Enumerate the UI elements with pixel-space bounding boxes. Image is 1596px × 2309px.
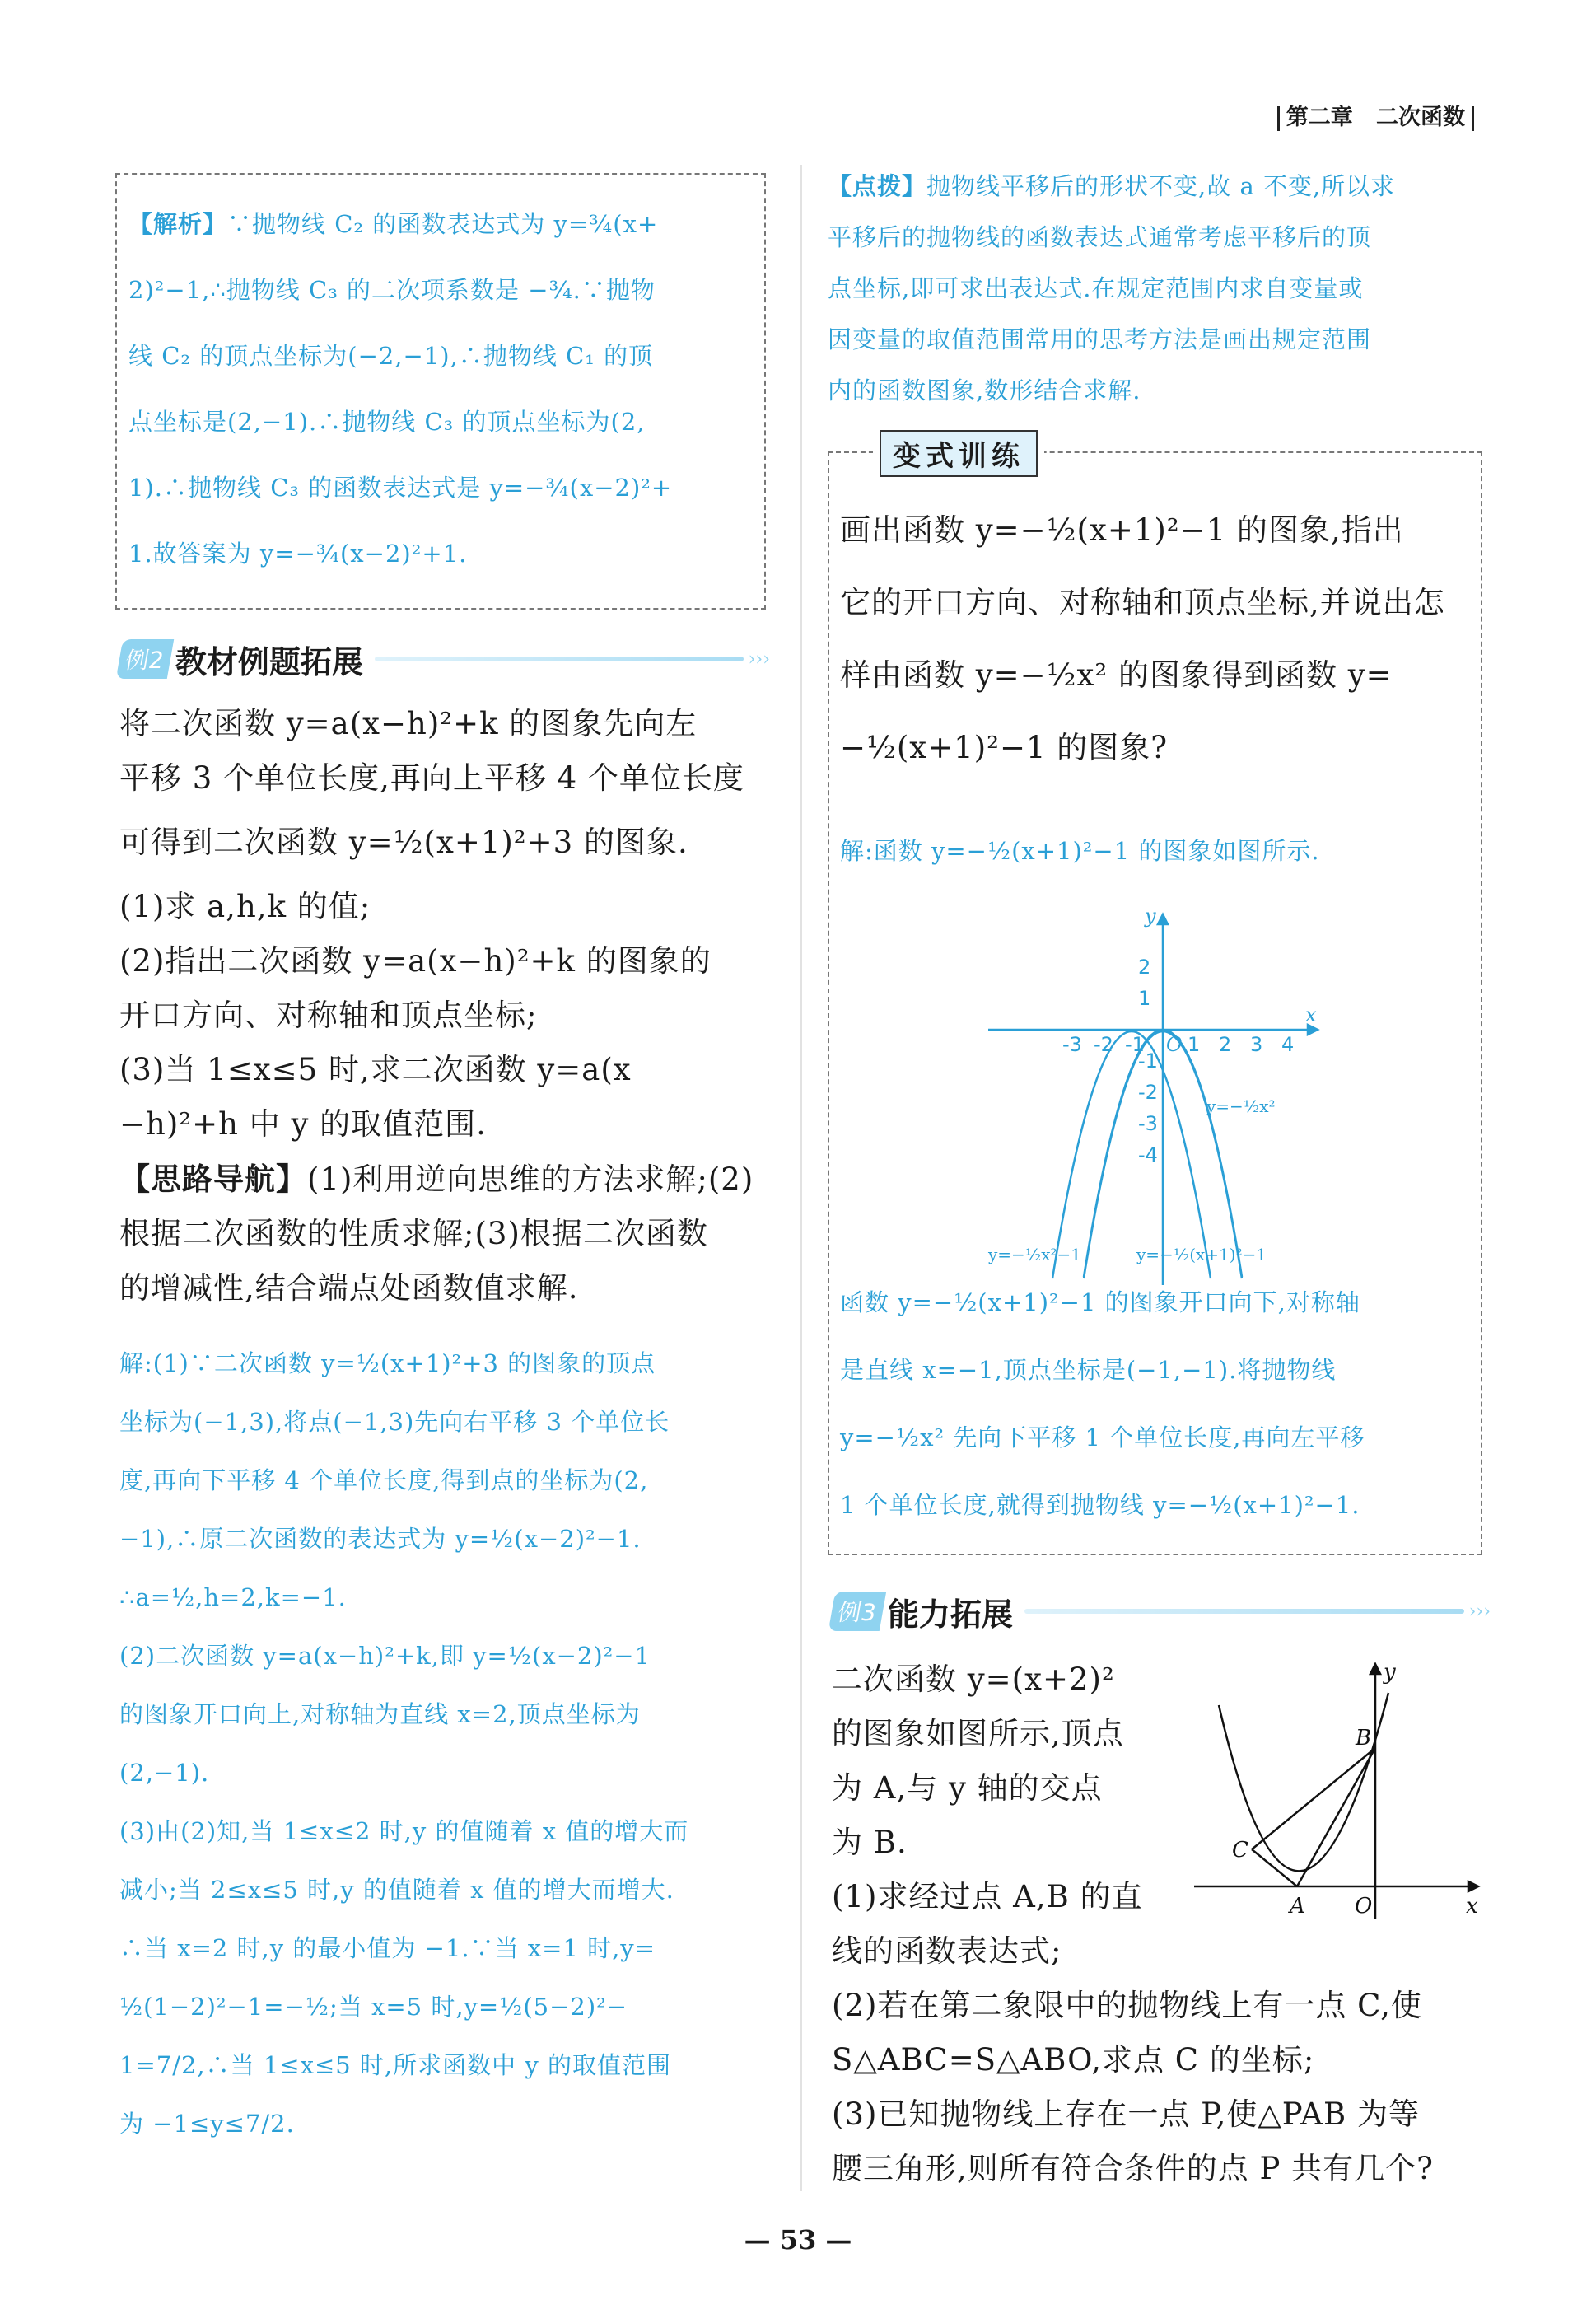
solution-line: 度,再向下平移 4 个单位长度,得到点的坐标为(2, <box>119 1466 649 1494</box>
point-C-label: C <box>1232 1838 1248 1863</box>
line-CB <box>1252 1748 1375 1849</box>
practice-line: −½(x+1)²−1 的图象? <box>840 730 1169 765</box>
example3-tag: 例3 <box>828 1592 886 1631</box>
practice-solution-line: 函数 y=−½(x+1)²−1 的图象开口向下,对称轴 <box>840 1288 1360 1316</box>
x-tick-label: 3 <box>1250 1033 1263 1056</box>
solution-line: 为 −1≤y≤7/2. <box>119 2110 295 2138</box>
x-tick-label: 1 <box>1188 1033 1201 1056</box>
solution-line: 减小;当 2≤x≤5 时,y 的值随着 x 值的增大而增大. <box>119 1876 674 1904</box>
tick-labels <box>1062 956 1294 1166</box>
example3-figure <box>1194 1656 1491 1928</box>
x-label: x <box>1466 1894 1478 1919</box>
practice-line: 画出函数 y=−½(x+1)²−1 的图象,指出 <box>840 512 1404 548</box>
analysis-line: 1.故答案为 y=−¾(x−2)²+1. <box>128 540 468 568</box>
analysis-line: ∵抛物线 C₂ 的函数表达式为 y=¾(x+ <box>227 210 659 238</box>
solution-line: 解:(1)∵二次函数 y=½(x+1)²+3 的图象的顶点 <box>119 1349 656 1377</box>
divider <box>375 657 744 661</box>
x-tick-label: 4 <box>1281 1033 1295 1056</box>
problem-line: (3)当 1≤x≤5 时,求二次函数 y=a(x <box>119 1052 632 1087</box>
practice-line: 样由函数 y=−½x² 的图象得到函数 y= <box>840 657 1393 693</box>
y-axis-arrow <box>1158 914 1168 924</box>
hint-line: 根据二次函数的性质求解;(3)根据二次函数 <box>119 1216 708 1251</box>
tip-line: 内的函数图象,数形结合求解. <box>828 376 1141 404</box>
analysis-line: 线 C₂ 的顶点坐标为(−2,−1),∴抛物线 C₁ 的顶 <box>128 342 654 370</box>
practice-solution-line: 是直线 x=−1,顶点坐标是(−1,−1).将抛物线 <box>840 1356 1337 1384</box>
problem-line: (1)求 a,h,k 的值; <box>119 889 371 924</box>
example2-title: 教材例题拓展 <box>175 643 363 680</box>
y-tick-label: -1 <box>1138 1049 1158 1073</box>
origin-label: O <box>1355 1894 1373 1919</box>
tip-section <box>828 161 1486 416</box>
y-label: y <box>1384 1660 1396 1685</box>
practice-graph <box>972 898 1334 1285</box>
solution-line: 的图象开口向上,对称轴为直线 x=2,顶点坐标为 <box>119 1700 641 1728</box>
tip-line: 因变量的取值范围常用的思考方法是画出规定范围 <box>828 325 1372 353</box>
analysis-label: 【解析】 <box>128 210 228 238</box>
ex3-line: S△ABC=S△ABO,求点 C 的坐标; <box>832 2042 1315 2078</box>
arrow-dots-icon: ››› <box>1468 1601 1491 1622</box>
analysis-line: 2)²−1,∴抛物线 C₃ 的二次项系数是 −¾.∵抛物 <box>128 276 656 304</box>
divider <box>1472 106 1474 131</box>
y-tick-label: 1 <box>1138 987 1151 1010</box>
solution-line: (3)由(2)知,当 1≤x≤2 时,y 的值随着 x 值的增大而 <box>119 1817 689 1845</box>
divider <box>1277 106 1280 131</box>
x-axis-label: x <box>1305 1003 1317 1026</box>
tip-line: 抛物线平移后的形状不变,故 a 不变,所以求 <box>926 172 1396 200</box>
ex3-line: 腰三角形,则所有符合条件的点 P 共有几个? <box>832 2151 1435 2186</box>
solution-line: ∴当 x=2 时,y 的最小值为 −1.∵当 x=1 时,y= <box>119 1934 656 1962</box>
practice-title-wrap <box>873 430 1044 477</box>
example3-header <box>832 1588 1491 1634</box>
chapter-label: 第二章 <box>1286 105 1353 130</box>
problem-line: −h)²+h 中 y 的取值范围. <box>119 1106 487 1142</box>
practice-solution-intro: 解:函数 y=−½(x+1)²−1 的图象如图所示. <box>840 837 1320 865</box>
page-number: — 53 — <box>744 2224 852 2255</box>
y-tick-label: -2 <box>1138 1081 1158 1104</box>
ex3-line: (2)若在第二象限中的抛物线上有一点 C,使 <box>832 1988 1422 2023</box>
example2-solution <box>119 1334 778 2153</box>
problem-line: 平移 3 个单位长度,再向上平移 4 个单位长度 <box>119 760 744 796</box>
y-tick-label: -3 <box>1138 1112 1158 1135</box>
example3-title: 能力拓展 <box>887 1596 1013 1633</box>
x-tick-label: -2 <box>1094 1033 1113 1056</box>
x-tick-label: -3 <box>1062 1033 1082 1056</box>
tip-line: 平移后的抛物线的函数表达式通常考虑平移后的顶 <box>828 223 1372 251</box>
practice-solution <box>840 1269 1474 1539</box>
tip-label: 【点拨】 <box>828 172 927 200</box>
problem-line: (2)指出二次函数 y=a(x−h)²+k 的图象的 <box>119 943 712 979</box>
curve-label-c: y=−½(x+1)²−1 <box>1136 1245 1267 1264</box>
y-axis-label: y <box>1145 904 1156 928</box>
practice-title: 变式训练 <box>880 430 1038 477</box>
example2-problem <box>119 697 778 1316</box>
example3-problem-bottom <box>832 1979 1491 2196</box>
origin-label: O <box>1166 1033 1183 1056</box>
ex3-line: 线的函数表达式; <box>832 1933 1062 1969</box>
practice-line: 它的开口方向、对称轴和顶点坐标,并说出怎 <box>840 585 1445 620</box>
solution-line: (2,−1). <box>119 1759 210 1787</box>
ex3-line: (3)已知抛物线上存在一点 P,使△PAB 为等 <box>832 2096 1420 2132</box>
hint-label: 【思路导航】 <box>119 1161 307 1197</box>
tip-line: 点坐标,即可求出表达式.在规定范围内求自变量或 <box>828 274 1364 302</box>
problem-line: 将二次函数 y=a(x−h)²+k 的图象先向左 <box>119 706 698 741</box>
analysis-line: 点坐标是(2,−1).∴抛物线 C₃ 的顶点坐标为(2, <box>128 408 646 436</box>
example2-tag: 例2 <box>116 639 174 679</box>
line-CA <box>1252 1849 1297 1886</box>
point-B-label: B <box>1356 1726 1372 1750</box>
ex3-line: 为 A,与 y 轴的交点 <box>832 1770 1103 1806</box>
y-tick-label: -4 <box>1138 1143 1158 1166</box>
topic-label: 二次函数 <box>1376 105 1465 130</box>
ex3-line: 为 B. <box>832 1825 908 1860</box>
solution-line: 坐标为(−1,3),将点(−1,3)先向右平移 3 个单位长 <box>119 1408 670 1436</box>
practice-problem <box>840 494 1474 784</box>
practice-solution-line: y=−½x² 先向下平移 1 个单位长度,再向左平移 <box>840 1423 1365 1451</box>
curve-label-a: y=−½x² <box>1206 1096 1276 1116</box>
x-tick-label: -1 <box>1125 1033 1145 1056</box>
hint-line: 的增减性,结合端点处函数值求解. <box>119 1270 579 1306</box>
y-tick-label: 2 <box>1138 956 1151 979</box>
divider <box>1024 1609 1464 1614</box>
line-AB <box>1297 1748 1375 1886</box>
practice-solution-line: 1 个单位长度,就得到抛物线 y=−½(x+1)²−1. <box>840 1491 1360 1519</box>
ex3-line: (1)求经过点 A,B 的直 <box>832 1879 1143 1914</box>
x-tick-label: 2 <box>1219 1033 1232 1056</box>
arrow-dots-icon: ››› <box>748 648 770 670</box>
example3-problem-top <box>832 1652 1194 1979</box>
curve-label-b: y=−½x²−1 <box>988 1245 1081 1264</box>
point-A-label: A <box>1290 1894 1305 1919</box>
ex3-line: 的图象如图所示,顶点 <box>832 1716 1124 1751</box>
solution-line: (2)二次函数 y=a(x−h)²+k,即 y=½(x−2)²−1 <box>119 1642 651 1670</box>
analysis-box <box>115 173 766 610</box>
problem-line: 可得到二次函数 y=½(x+1)²+3 的图象. <box>119 825 688 860</box>
problem-line: 开口方向、对称轴和顶点坐标; <box>119 998 538 1033</box>
example2-header <box>119 636 770 682</box>
solution-line: ½(1−2)²−1=−½;当 x=5 时,y=½(5−2)²− <box>119 1993 628 2021</box>
chapter-header <box>1271 99 1481 131</box>
solution-line: 1=7/2,∴当 1≤x≤5 时,所求函数中 y 的取值范围 <box>119 2051 671 2079</box>
ex3-line: 二次函数 y=(x+2)² <box>832 1662 1115 1697</box>
solution-line: ∴a=½,h=2,k=−1. <box>119 1583 347 1611</box>
column-divider <box>800 165 802 2191</box>
hint-line: (1)利用逆向思维的方法求解;(2) <box>307 1162 754 1197</box>
analysis-line: 1).∴抛物线 C₃ 的函数表达式是 y=−¾(x−2)²+ <box>128 474 673 502</box>
solution-line: −1),∴原二次函数的表达式为 y=½(x−2)²−1. <box>119 1525 642 1553</box>
